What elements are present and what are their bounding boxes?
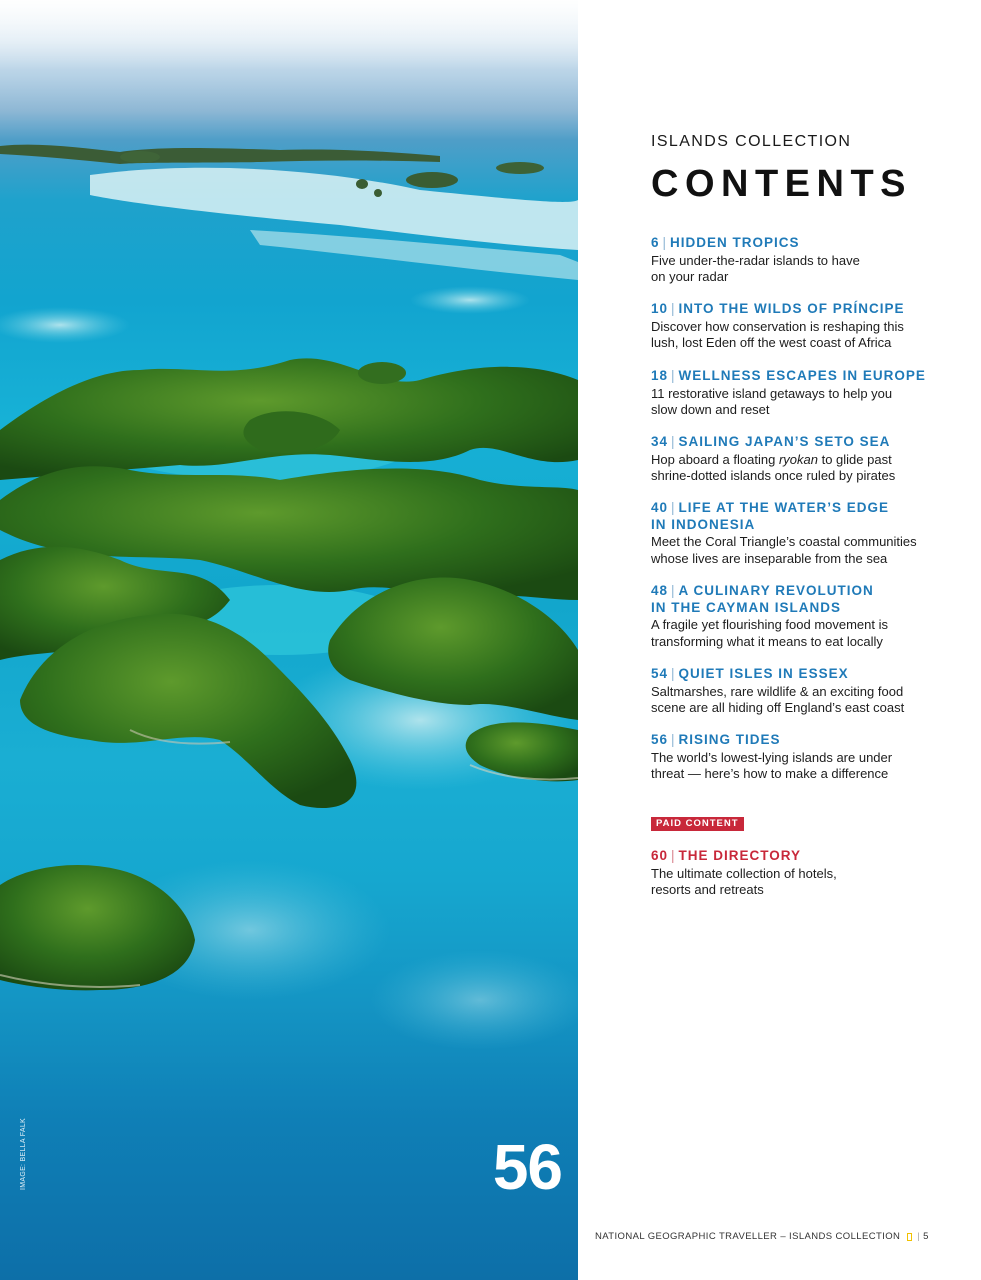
entry-title-line2: IN INDONESIA — [651, 516, 756, 532]
entry-description — [651, 253, 951, 286]
toc-entry-seto-sea[interactable] — [651, 434, 951, 485]
yellow-border-icon — [907, 1233, 912, 1241]
entry-desc-line: whose lives are inseparable from the sea — [651, 550, 888, 566]
entry-desc-line: on your radar — [651, 269, 729, 285]
entry-page-number: 6 — [651, 235, 660, 250]
entry-heading — [651, 235, 951, 252]
footer-separator: | — [917, 1231, 921, 1242]
entry-page-number: 10 — [651, 301, 669, 316]
entry-description — [651, 386, 951, 419]
separator: | — [671, 434, 676, 449]
entry-desc-line: 11 restorative island getaways to help you — [651, 385, 893, 401]
entry-desc-line: threat — here’s how to make a difference — [651, 766, 889, 782]
entry-desc-line: The world’s lowest-lying islands are under — [651, 749, 893, 765]
separator: | — [671, 732, 676, 747]
entry-desc-line: scene are all hiding off England’s east coast — [651, 700, 905, 716]
entry-title: HIDDEN TROPICS — [670, 235, 800, 250]
entry-description — [651, 319, 951, 352]
entry-page-number: 60 — [651, 848, 669, 863]
separator: | — [662, 235, 668, 250]
entry-heading — [651, 666, 951, 683]
page-footer — [595, 1231, 929, 1242]
entry-heading — [651, 500, 951, 533]
separator: | — [671, 301, 676, 316]
entry-heading — [651, 368, 951, 385]
entry-desc-line: Discover how conservation is reshaping this — [651, 318, 904, 334]
page-title: CONTENTS — [651, 163, 912, 205]
separator: | — [671, 500, 676, 515]
featured-page-number: 56 — [492, 1131, 562, 1203]
entry-heading — [651, 301, 951, 318]
entry-page-number: 40 — [651, 500, 669, 515]
toc-entry-rising-tides[interactable] — [651, 732, 951, 783]
separator: | — [671, 848, 676, 863]
entry-description — [651, 866, 951, 899]
toc-entry-cayman-islands[interactable] — [651, 583, 951, 650]
entry-description — [651, 684, 951, 717]
entry-heading — [651, 583, 951, 616]
entry-desc-line: The ultimate collection of hotels, — [651, 865, 837, 881]
entry-desc-line: resorts and retreats — [651, 882, 764, 898]
entry-desc-line: Meet the Coral Triangle’s coastal communities — [651, 534, 917, 549]
footer-publication: NATIONAL GEOGRAPHIC TRAVELLER – ISLANDS COLLECTION — [595, 1231, 901, 1242]
entry-title: A CULINARY REVOLUTION — [678, 583, 874, 598]
entry-title-line2: IN THE CAYMAN ISLANDS — [651, 599, 842, 615]
entry-heading — [651, 848, 951, 865]
entry-description — [651, 534, 951, 567]
toc-entry-directory[interactable] — [651, 848, 951, 899]
footer-page-number: 5 — [923, 1231, 929, 1242]
collection-label: ISLANDS COLLECTION — [651, 133, 852, 150]
separator: | — [671, 583, 676, 598]
entry-title: RISING TIDES — [678, 732, 781, 747]
entry-page-number: 54 — [651, 666, 669, 681]
entry-heading — [651, 732, 951, 749]
entry-desc-line: Hop aboard a floating ryokan to glide past — [651, 451, 892, 467]
entry-page-number: 56 — [651, 732, 669, 747]
toc-entry-wellness-escapes[interactable] — [651, 368, 951, 419]
toc-entry-hidden-tropics[interactable] — [651, 235, 951, 286]
toc-entry-essex[interactable] — [651, 666, 951, 717]
entry-title: SAILING JAPAN’S SETO SEA — [678, 434, 891, 449]
entry-page-number: 34 — [651, 434, 669, 449]
entry-page-number: 48 — [651, 583, 669, 598]
entry-heading — [651, 434, 951, 451]
photo-credit: IMAGE: BELLA FALK — [20, 1117, 27, 1190]
entry-desc-line: Five under-the-radar islands to have — [651, 252, 860, 268]
entry-title: THE DIRECTORY — [678, 848, 802, 863]
separator: | — [671, 666, 676, 681]
entry-description — [651, 750, 951, 783]
entry-title: INTO THE WILDS OF PRÍNCIPE — [678, 301, 905, 316]
entry-title: LIFE AT THE WATER’S EDGE — [678, 500, 890, 515]
entry-desc-line: lush, lost Eden off the west coast of Africa — [651, 335, 892, 351]
paid-content-badge: PAID CONTENT — [651, 817, 744, 831]
entry-desc-line: slow down and reset — [651, 402, 770, 418]
toc-entry-indonesia[interactable] — [651, 500, 951, 567]
entry-title: QUIET ISLES IN ESSEX — [678, 666, 849, 681]
entry-desc-line: A fragile yet flourishing food movement is — [651, 617, 889, 632]
entry-desc-line: transforming what it means to eat locally — [651, 633, 883, 649]
entry-desc-line: Saltmarshes, rare wildlife & an exciting food — [651, 683, 904, 699]
separator: | — [671, 368, 676, 383]
entry-desc-line: shrine-dotted islands once ruled by pirates — [651, 468, 896, 484]
entry-title: WELLNESS ESCAPES IN EUROPE — [678, 368, 926, 383]
entry-page-number: 18 — [651, 368, 669, 383]
toc-entry-principe[interactable] — [651, 301, 951, 352]
entry-description — [651, 617, 951, 650]
entry-description — [651, 452, 951, 485]
